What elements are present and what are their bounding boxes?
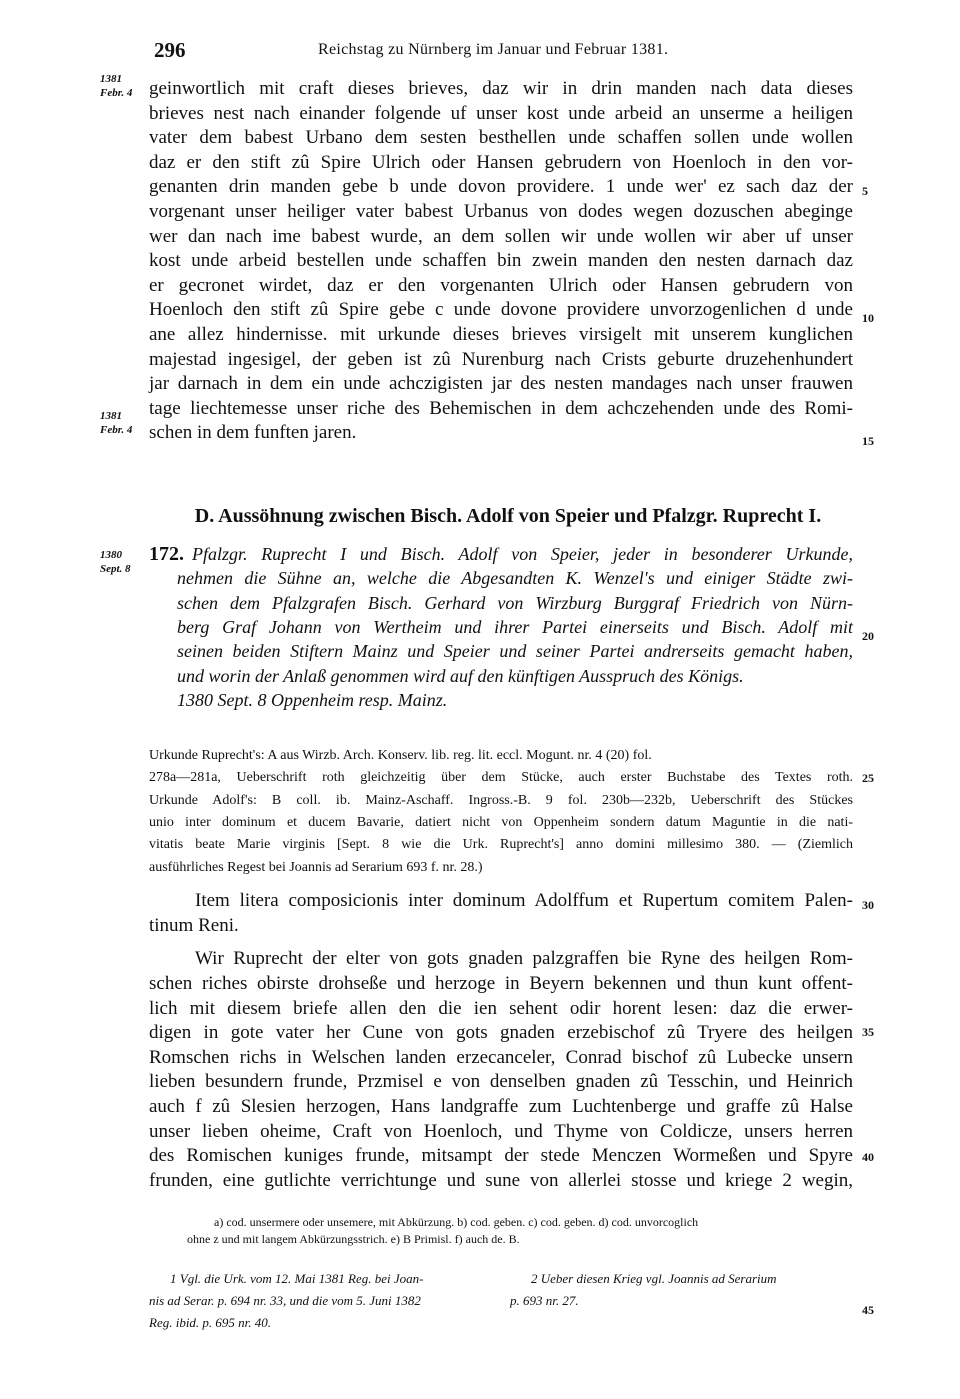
- regest-line: seinen beiden Stiftern Mainz und Speier und seiner Partei andrerseits gemacht haben,: [177, 641, 853, 662]
- source-note-line: unio inter dominum et ducem Bavarie, datiert nicht von Oppenheim sondern datum Maguntie in die nati-: [149, 814, 853, 830]
- apparatus-line: a) cod. unsermere oder unsemere, mit Abkürzung. b) cod. geben. c) cod. geben. d) cod. unvorcoglich: [214, 1215, 699, 1229]
- apparatus-line: ohne z und mit langem Abkürzungsstrich. e) B Primisl. f) auch de. B.: [187, 1232, 520, 1246]
- line-number: 15: [862, 434, 874, 448]
- regest-line: schen dem Pfalzgrafen Bisch. Gerhard von Wirzburg Burggraf Friedrich von Nürn-: [177, 592, 853, 613]
- margin-date-day: Sept. 8: [100, 563, 131, 575]
- body-line: Wir Ruprecht der elter von gots gnaden palzgraffen bie Ryne des heilgen Rom-: [195, 948, 853, 969]
- line-number: 30: [862, 898, 874, 912]
- section-title: D. Aussöhnung zwischen Bisch. Adolf von Speier und Pfalzgr. Ruprecht I.: [194, 505, 822, 527]
- body-line: lich mit diesem briefe allen den die ien sehent odir horent lesen: daz die erwer-: [149, 998, 853, 1019]
- body-line: vater dem babest Urbano dem sesten besthellen unde schaffen sollen unde wollen: [149, 127, 853, 149]
- regest-line: berg Graf Johann von Wertheim und ihrer Partei einerseits und Bisch. Adolf mit: [177, 616, 853, 637]
- line-number: 5: [862, 184, 868, 198]
- body-line: tinum Reni.: [149, 915, 239, 936]
- margin-date-year: 1381: [100, 410, 122, 422]
- margin-date-day: Febr. 4: [100, 87, 133, 99]
- line-number: 20: [862, 629, 874, 643]
- running-title: Reichstag zu Nürnberg im Januar und Februar 1381.: [318, 41, 669, 58]
- body-line: Hoenloch den stift zû Spire gebe c unde dovone providere unvorzogenlichen d unde: [149, 299, 853, 321]
- footnote-left-line: 1 Vgl. die Urk. vom 12. Mai 1381 Reg. bei Joan-: [170, 1271, 424, 1286]
- footnote-left-line: nis ad Serar. p. 694 nr. 33, und die vom 5. Juni 1382: [149, 1293, 421, 1308]
- body-line: majestad ingesigel, der geben ist zû Nurenburg nach Crists geburte druzehenhundert: [149, 348, 853, 370]
- line-number: 10: [862, 311, 874, 325]
- body-line: schen riches obirste drohseße und herzoge in Beyern bekennen und thun kunt offent-: [149, 973, 853, 994]
- footnote-right-line: p. 693 nr. 27.: [510, 1293, 579, 1308]
- source-note-line: ausführliches Regest bei Joannis ad Serarium 693 f. nr. 28.): [149, 859, 483, 875]
- body-line: ane allez hindernisse. mit urkunde dieses brieves virsigelt mit unserem kunglichen: [149, 324, 853, 345]
- body-line: schen in dem funften jaren.: [149, 422, 357, 444]
- body-line: frunden, eine gutlichte verrichtunge und sune von allerlei stosse und kriege 2 wegin,: [149, 1170, 853, 1191]
- source-note-line: Urkunde Adolf's: B coll. ib. Mainz-Aschaff. Ingross.-B. 9 fol. 230b—232b, Ueberschrift des Stückes: [149, 792, 853, 808]
- body-line: wer dan nach ime babest wurde, an dem sollen wir unde wollen wir aber uf unser: [149, 225, 853, 247]
- body-line: des Romischen kuniges frunde, mitsampt der stede Menczen Wormeßen und Spyre: [149, 1145, 853, 1166]
- source-note-line: 278a—281a, Ueberschrift roth gleichzeitig über dem Stücke, auch erster Buchstabe des Textes roth.: [149, 770, 853, 786]
- source-note-line: vitatis beate Marie virginis [Sept. 8 wie die Urk. Ruprecht's] anno domini millesimo 380. — (Ziemlich: [149, 837, 853, 853]
- body-line: daz er den stift zû Spire Ulrich oder Hansen gebrudern von Hoenloch in den vor-: [149, 151, 853, 173]
- footnote-right-line: 2 Ueber diesen Krieg vgl. Joannis ad Serarium: [531, 1271, 777, 1286]
- source-note-line: Urkunde Ruprecht's: A aus Wirzb. Arch. Konserv. lib. reg. lit. eccl. Mogunt. nr. 4 (20) fol.: [149, 748, 652, 763]
- margin-date-year: 1380: [100, 549, 122, 561]
- line-number: 35: [862, 1025, 874, 1039]
- footnote-left-line: Reg. ibid. p. 695 nr. 40.: [149, 1315, 272, 1330]
- line-number: 40: [862, 1150, 874, 1164]
- body-line: Romschen richs in Welschen landen erzecanceler, Conrad bischof zû Lubecke unsern: [149, 1047, 853, 1068]
- body-line: Item litera composicionis inter dominum Adolffum et Rupertum comitem Palen-: [195, 890, 853, 911]
- page-number: 296: [154, 38, 186, 62]
- line-number: 25: [862, 771, 874, 785]
- body-line: kost unde arbeid bestellen unde schaffen bin zwein manden den nesten darnach daz: [149, 250, 853, 272]
- margin-date-day: Febr. 4: [100, 424, 133, 436]
- line-number: 45: [862, 1303, 874, 1317]
- body-line: brieves nest nach einander folgende uf unser kost unde arbeid an unserme a heiligen: [149, 102, 853, 124]
- margin-date-year: 1381: [100, 73, 122, 85]
- regest-line: 172. Pfalzgr. Ruprecht I und Bisch. Adolf von Speier, jeder in besonderer Urkunde,: [149, 543, 853, 565]
- body-line: digen in gote vater her Cune von gots gnaden erzebischof zû Tryere des heilgen: [149, 1022, 853, 1043]
- body-line: unser lieben oheime, Craft von Hoenloch, und Thyme von Coldicze, unsers herren: [149, 1121, 853, 1142]
- regest-line: nehmen die Sühne an, welche die Abgesandten K. Wenzel's und einiger Städte zwi-: [177, 568, 853, 589]
- regest-number: 172.: [149, 543, 184, 565]
- body-line: auch f zû Slesien herzogen, Hans landgraffe zum Luchtenberge und graffe zû Halse: [149, 1096, 853, 1117]
- body-line: jar darnach in dem ein unde achczigisten jar des nesten mandages nach unser frauwen: [149, 373, 853, 395]
- regest-line: 1380 Sept. 8 Oppenheim resp. Mainz.: [177, 689, 448, 710]
- regest-line: und worin der Anlaß genommen wird auf den künftigen Ausspruch des Königs.: [177, 665, 744, 686]
- body-line: geinwortlich mit craft dieses brieves, daz wir in drin manden nach data dieses: [149, 78, 853, 99]
- body-line: vorgenant unser heiliger vater babest Urbanus von dodes wegen dozuschen abeginge: [149, 201, 853, 222]
- body-line: lieben besundern frunde, Przmisel e von denselben gnaden zû Tesschin, und Heinrich: [149, 1071, 853, 1092]
- body-line: genanten drin manden gebe b unde dovon providere. 1 unde wer' ez sach daz der: [149, 176, 853, 198]
- body-line: er gecronet wirdet, daz er den vorgenanten Ulrich oder Hansen gebrudern von: [149, 274, 853, 296]
- body-line: tage liechtemesse unser riche des Behemischen in dem achczehenden unde des Romi-: [149, 397, 853, 419]
